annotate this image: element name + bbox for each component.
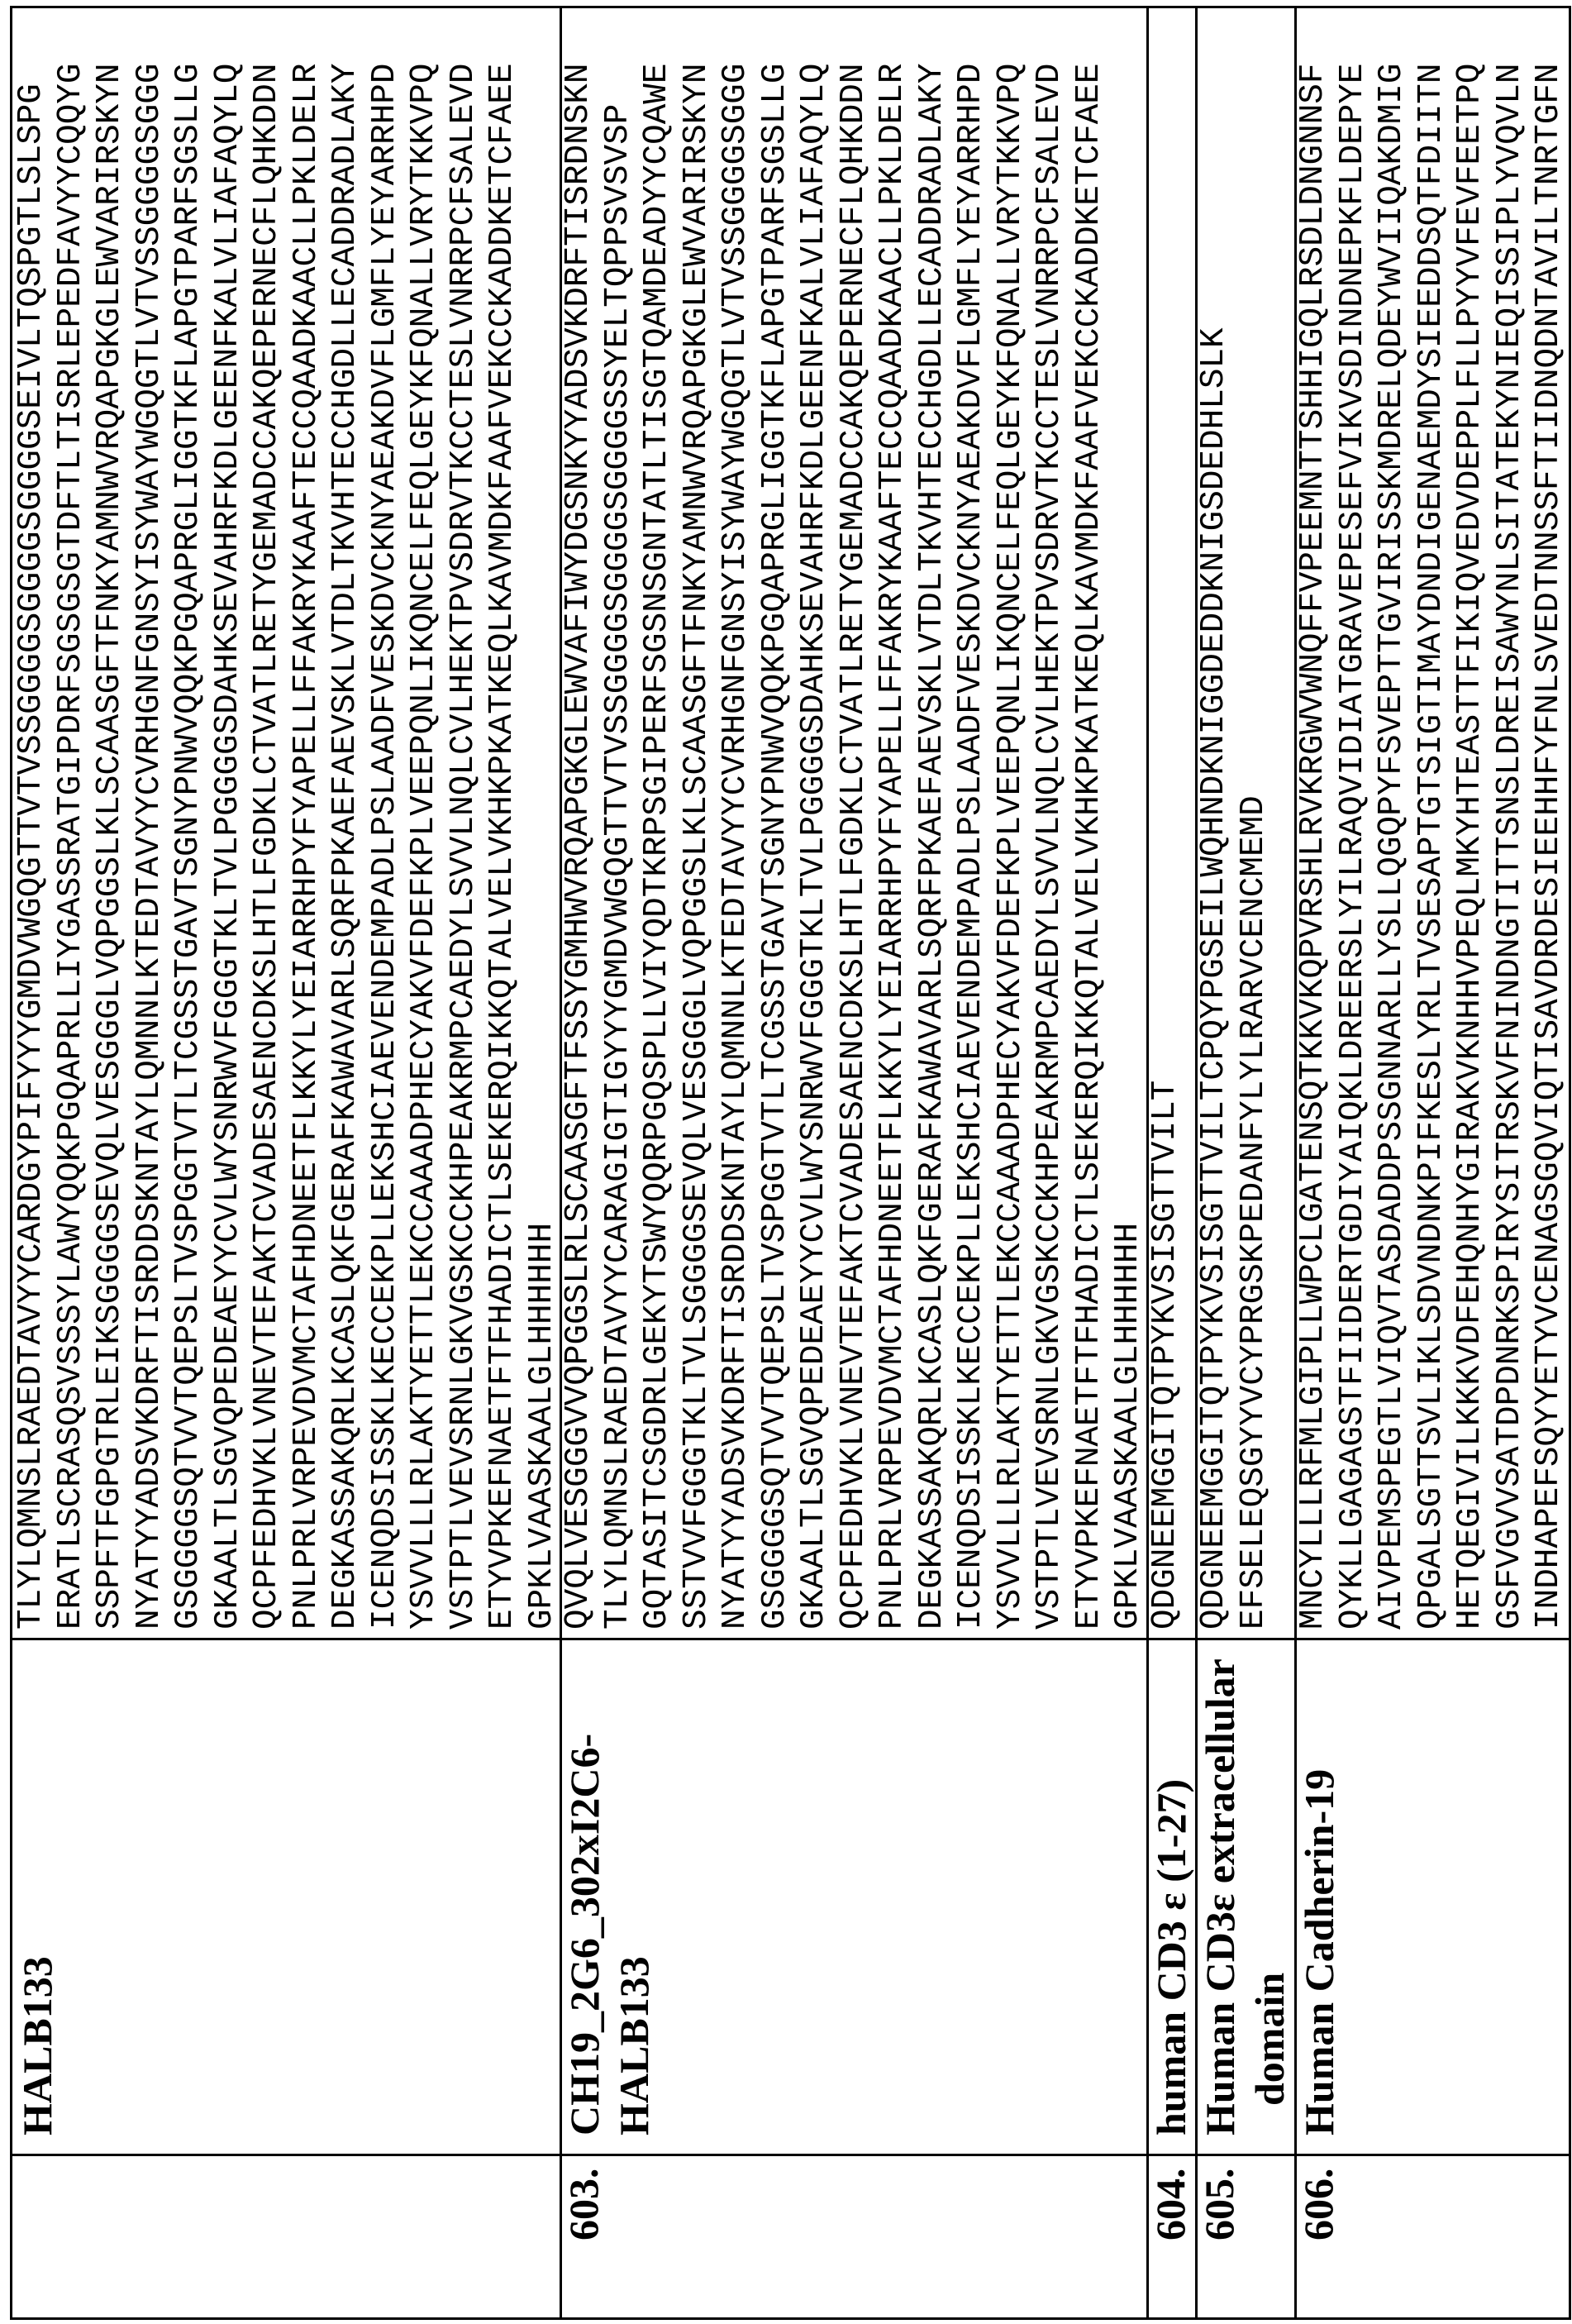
sequence-line: GSGGGGSQTVVTQEPSLTVSPGGTVTLTCGSSTGAVTSGNYPNWVQQKPGQAPRGLIGGTKFLAPGTPARFSGSLLG — [756, 8, 796, 1630]
sequence-name — [12, 1638, 560, 2154]
sequence-line: PNLPRLVRPEVDVMCTAFHDNEETFLKKYLYEIARRHPYFYAPELLFFAKRYKAAFTECCQAADKAACLLPKLDELR — [874, 8, 913, 1630]
sequence-line: GQTASITCSGDRLGEKYTSWYQQRPGQSPLLVIYQDTKRPSGIPERFSGSNSGNTATLTISGTQAMDEADYYCQAWE — [638, 8, 678, 1630]
sequence-line: ICENQDSISSKLKECCEKPLLEKSHCIAEVENDEMPADLPSLAADFVESKDVCKNYAEAKDVFLGMFLYEYARRHPD — [366, 8, 406, 1630]
sequence-line: ETYVPKEFNAETFTFHADICTLSEKERQIKKQTALVELVKHKPKATKEQLKAVMDKFAAFVEKCCKADDKETCFAEE — [1070, 8, 1110, 1630]
sequence-name-line: CH19_2G6_302xI2C6- — [560, 1640, 609, 2136]
sequence-name — [1294, 1638, 1569, 2154]
sequence-name-line: domain — [1245, 1640, 1294, 2136]
seq-id-number: 604. — [1146, 2154, 1195, 2317]
sequence-line: HETQEGIVILKKKVDFEHQNHYGIRAKVKNHHVPEQLMKYHTEASTTFIKIQVEDVDEPPLFLLPYYVFEVFEETPQ — [1451, 8, 1491, 1630]
sequence-line: NYATYYADSVKDRFTISRDDSKNTAYLQMNNLKTEDTAVYYCVRHGNFGNSYISYWAYWGQGTLVTVSSGGGGSGGG — [717, 8, 756, 1630]
table-row — [1195, 6, 1297, 2320]
sequence-name — [560, 1638, 1146, 2154]
seq-id-number: 606. — [1294, 2154, 1569, 2317]
sequence-line: ERATLSCRASQSVSSSYLAWYQQKPGQAPRLLIYGASSRATGIPDRFSGSGSGTDFTLTISRLEPEDFAVYYCQQYG — [52, 8, 92, 1630]
sequence-name-line: HALB133 — [609, 1640, 659, 2136]
amino-acid-sequence — [560, 8, 1146, 1638]
sequence-line: ETYVPKEFNAETFTFHADICTLSEKERQIKKQTALVELVKHKPKATKEQLKAVMDKFAAFVEKCCKADDKETCFAEE — [484, 8, 523, 1630]
sequence-line: DEGKASSAKQRLKCASLQKFGERAFKAWAVARLSQRFPKAEFAEVSKLVTDLTKVHTECCHGDLLECADDRADLAKY — [913, 8, 953, 1630]
sequence-line: AIVPEMSPEGTLVIQVTASDADDPSSGNNARLLYSLLQGQPYFSVEPTTGVIRISSKMDRELQDEYWVIIQAKDMIG — [1373, 8, 1412, 1630]
table-row — [560, 6, 1149, 2320]
sequence-line: QDGNEEMGGITQTPYKVSISGTTVILT — [1146, 8, 1186, 1630]
seq-id-number: 603. — [560, 2154, 1146, 2317]
table-row — [1146, 6, 1198, 2320]
sequence-name-line: HALB133 — [12, 1640, 62, 2136]
sequence-line: SSPFTFGPGTRLEIKSGGGGSEVQLVESGGGLVQPGGSLKLSCAASGFTFNKYAMNWVRQAPGKGLEWVARIRSKYN — [91, 8, 131, 1630]
sequence-line: QVQLVESGGGVVQPGGSLRLSCAASGFTFSSYGMHWVRQAPGKGLEWVAFIWYDGSNKYYADSVKDRFTISRDNSKN — [560, 8, 599, 1630]
sequence-line: INDHAPEFSQYYETYVCENAGSGQVIQTISAVDRDESIEEHHFYFNLSVEDTNNSSFTIIDNQDNTAVILTNRTGFN — [1530, 8, 1570, 1630]
amino-acid-sequence — [1146, 8, 1195, 1638]
sequence-name-line: Human CD3ε extracellular — [1195, 1640, 1245, 2136]
sequence-name-line: human CD3 ε (1-27) — [1146, 1640, 1196, 2136]
table-row — [1294, 6, 1571, 2320]
sequence-line: ICENQDSISSKLKECCEKPLLEKSHCIAEVENDEMPADLPSLAADFVESKDVCKNYAEAKDVFLGMFLYEYARRHPD — [952, 8, 992, 1630]
sequence-line: QYKLLGAGAGSTFIIDERTGDIYAIQKLDREERSLYILRAQVIDIATGRAVEPESEFVIKVSDINDNEPKFLDEPYE — [1334, 8, 1374, 1630]
sequence-line: EFSELEQSGYYVCYPRGSKPEDANFYLYLRARVCENCMEMD — [1235, 8, 1274, 1630]
sequence-line: TLYLQMNSLRAEDTAVYYCARDGYPIFYYYGMDVWGQGTTVTVSSGGGGSGGGGSGGGGSEIVLTQSPGTLSLSPG — [12, 8, 52, 1630]
seq-id-number — [12, 2154, 560, 2317]
sequence-line: GPKLVAASKAALGLHHHHHH — [1109, 8, 1149, 1630]
seq-id-number: 605. — [1195, 2154, 1294, 2317]
sequence-line: QCPFEDHVKLVNEVTEFAKTCVADESAENCDKSLHTLFGDKLCTVATLRETYGEMADCCAKQEPERNECFLQHKDDN — [248, 8, 288, 1630]
sequence-line: GPKLVAASKAALGLHHHHHH — [523, 8, 563, 1630]
sequence-name — [1146, 1638, 1195, 2154]
sequence-line: GKAALTLSGVQPEDEAEYYCVLWYSNRWVFGGGTKLTVLPGGGGSDAHKSEVAHRFKDLGEENFKALVLIAFAQYLQ — [209, 8, 249, 1630]
amino-acid-sequence — [1294, 8, 1569, 1638]
sequence-line: NYATYYADSVKDRFTISRDDSKNTAYLQMNNLKTEDTAVYYCVRHGNFGNSYISYWAYWGQGTLVTVSSGGGGSGGG — [131, 8, 170, 1630]
sequence-line: YSVVLLLRLAKTYETTLEKCCAAADPHECYAKVFDEFKPLVEEPQNLIKQNCELFEQLGEYKFQNALLVRYTKKVPQ — [992, 8, 1031, 1630]
sequence-line: DEGKASSAKQRLKCASLQKFGERAFKAWAVARLSQRFPKAEFAEVSKLVTDLTKVHTECCHGDLLECADDRADLAKY — [326, 8, 366, 1630]
sequence-line: TLYLQMNSLRAEDTAVYYCARAGIGTIGYYYGMDVWGQGTTVTVSSGGGGSGGGGSGGGGSSYELTQPPSVSVSP — [599, 8, 639, 1630]
sequence-name-line: Human Cadherin-19 — [1294, 1640, 1344, 2136]
sequence-line: GKAALTLSGVQPEDEAEYYCVLWYSNRWVFGGGTKLTVLPGGGGSDAHKSEVAHRFKDLGEENFKALVLIAFAQYLQ — [795, 8, 835, 1630]
sequence-table-page — [0, 0, 1572, 2324]
sequence-line: MNCYLLLRFMLGIPLLWPCLGATENSQTKKVKQPVRSHLRVKRGWVWNQFFVPEEMNTTSHHIGQLRSDLDNGNNSF — [1294, 8, 1334, 1630]
sequence-line: VSTPTLVEVSRNLGKVGSKCCKHPEAKRMPCAEDYLSVVLNQLCVLHEKTPVSDRVTKCCTESLVNRRPCFSALEVD — [445, 8, 484, 1630]
sequence-line: QPGALSGTTSVLIKLSDVNDNKPIFKESLYRLTVSESAPTGTSIGTIMAYDNDIGENAEMDYSIEEDDSQTFDIITN — [1412, 8, 1452, 1630]
table-row — [10, 6, 562, 2320]
sequence-line: GSFVGVVSATDPDNRKSPIRYSITRSKVFNINDNGTITTSNSLDREISAWYNLSITATEKYNIEQISSIPLYVQVLN — [1491, 8, 1531, 1630]
sequence-line: PNLPRLVRPEVDVMCTAFHDNEETFLKKYLYEIARRHPYFYAPELLFFAKRYKAAFTECCQAADKAACLLPKLDELR — [288, 8, 327, 1630]
sequence-line: SSTVVFGGGTKLTVLSGGGGSEVQLVESGGGLVQPGGSLKLSCAASGFTFNKYAMNWVRQAPGKGLEWVARIRSKYN — [678, 8, 717, 1630]
amino-acid-sequence — [1195, 8, 1294, 1638]
sequence-line: QDGNEEMGGITQTPYKVSISGTTVILTCPQYPGSEILWQHNDKNIGGDEDDKNIGSDEDHLSLK — [1195, 8, 1235, 1630]
sequence-name — [1195, 1638, 1294, 2154]
sequence-line: YSVVLLLRLAKTYETTLEKCCAAADPHECYAKVFDEFKPLVEEPQNLIKQNCELFEQLGEYKFQNALLVRYTKKVPQ — [405, 8, 445, 1630]
sequence-line: VSTPTLVEVSRNLGKVGSKCCKHPEAKRMPCAEDYLSVVLNQLCVLHEKTPVSDRVTKCCTESLVNRRPCFSALEVD — [1031, 8, 1070, 1630]
sequence-line: QCPFEDHVKLVNEVTEFAKTCVADESAENCDKSLHTLFGDKLCTVATLRETYGEMADCCAKQEPERNECFLQHKDDN — [835, 8, 874, 1630]
sequence-line: GSGGGGSQTVVTQEPSLTVSPGGTVTLTCGSSTGAVTSGNYPNWVQQKPGQAPRGLIGGTKFLAPGTPARFSGSLLG — [169, 8, 209, 1630]
amino-acid-sequence — [12, 8, 560, 1638]
